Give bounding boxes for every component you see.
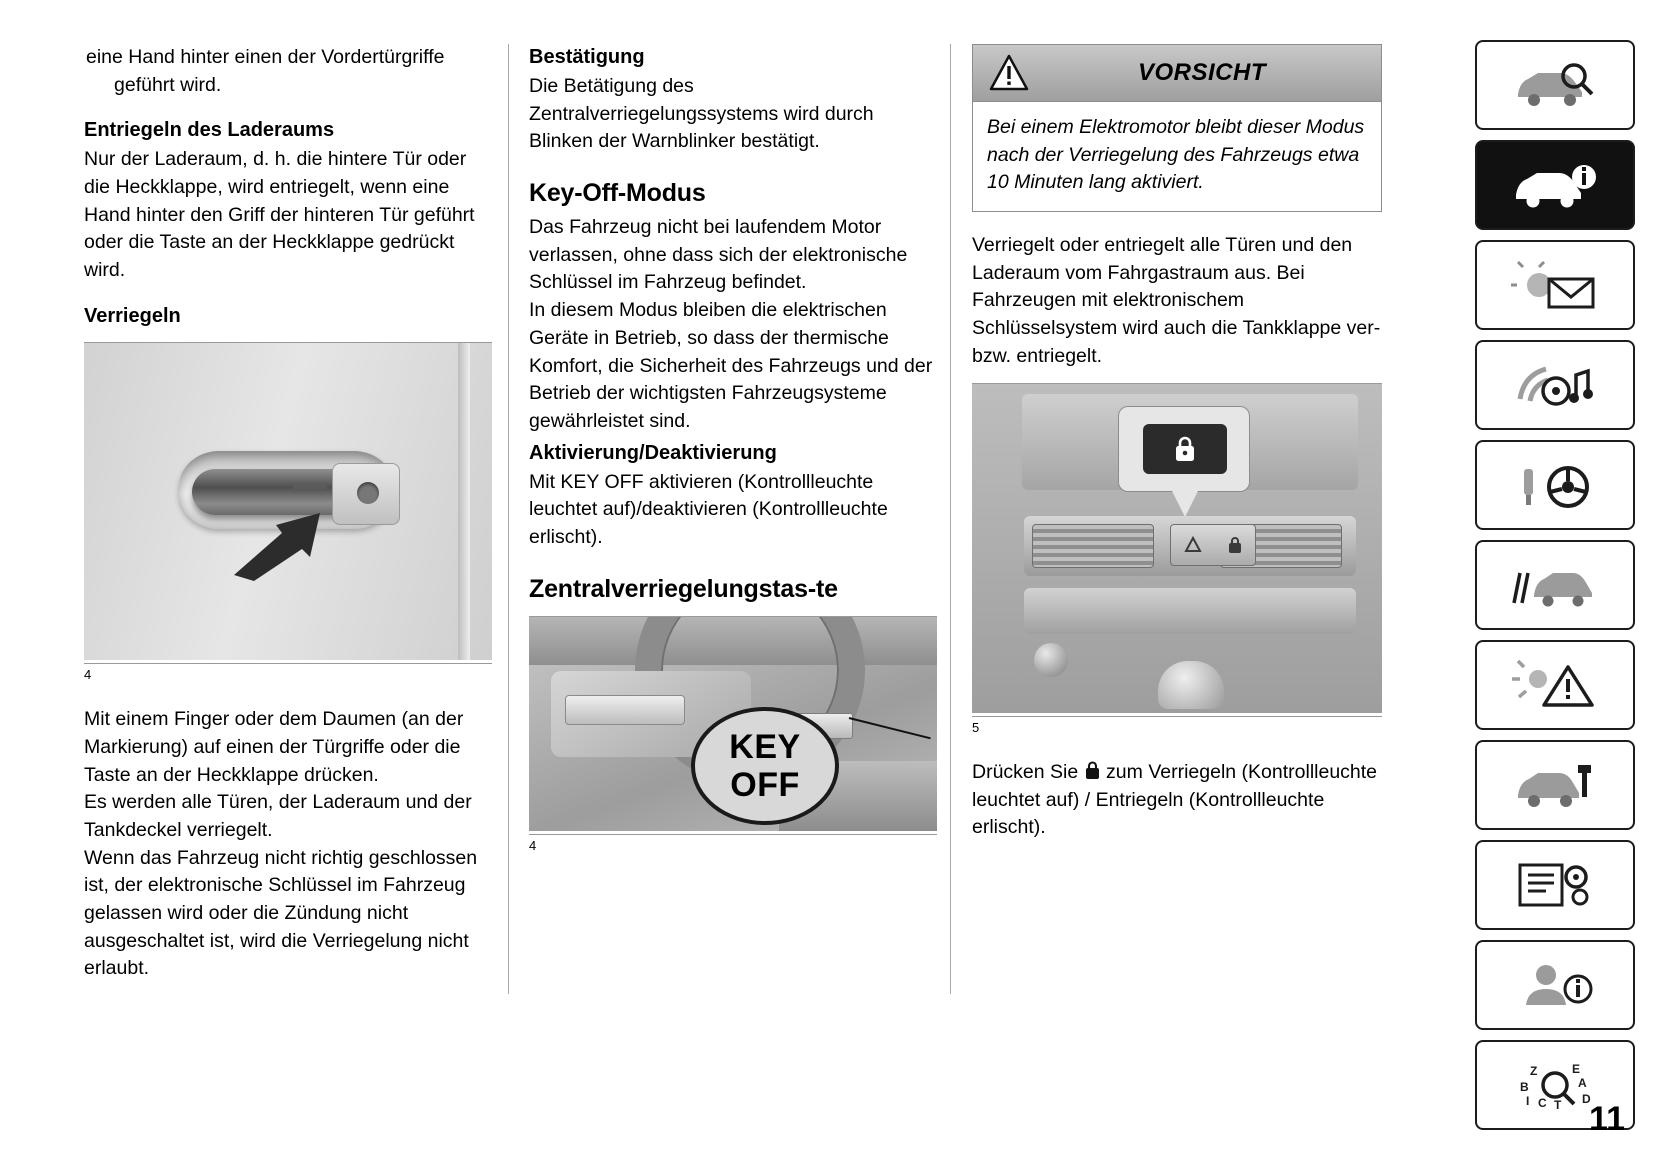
rail-item-car-service[interactable] [1475,740,1635,830]
heading-central-locking-button: Zentralverriegelungstas-te [529,574,838,603]
column-right [972,44,1382,842]
heading-activation: Aktivierung/Deaktivierung [529,441,777,464]
rail-item-audio-media[interactable] [1475,340,1635,430]
heading-key-off-mode: Key-Off-Modus [529,179,706,208]
paragraph-press-handle: Mit einem Finger oder dem Daumen (an der Markierung) auf einen der Türgriffe oder die Taste an der Heckklappe drücken. [84,708,464,786]
rail-item-lane-assist[interactable] [1475,540,1635,630]
rail-item-warning-triangle[interactable] [1475,640,1635,730]
lock-icon [1172,434,1198,464]
svg-text:I: I [1526,1094,1530,1108]
section-icon-rail [1475,40,1635,1130]
rail-item-person-info[interactable] [1475,940,1635,1030]
rail-item-steering-wheel[interactable] [1475,440,1635,530]
lane-assist-icon [1512,559,1598,611]
svg-text:E: E [1572,1062,1581,1076]
warning-triangle-icon [1512,659,1598,711]
car-info-icon [1510,159,1600,211]
audio-media-icon [1512,359,1598,411]
person-info-icon [1512,959,1598,1011]
paragraph-confirmation: Die Betätigung des Zentralverriegelungssystems wird durch Blinken der Warnblinker bestätigt. [529,75,874,153]
figure-console-lock-button [972,383,1382,737]
alphabetical-index-icon [1510,1059,1600,1111]
paragraph-all-locked: Es werden alle Türen, der Laderaum und der Tankdeckel verriegelt. [84,791,472,842]
press-lock-text-start: Drücken Sie [972,760,1084,783]
column-divider-1 [508,44,509,994]
caution-box [972,44,1382,212]
key-off-badge-line2: OFF [730,765,800,804]
paragraph-keyoff-2: In diesem Modus bleiben die elektrischen Geräte in Betrieb, so dass der thermische Komfort, die Sicherheit des Fahrzeugs und der Betrieb der wichtigsten Fahrzeugsysteme gewährleistet sind. [529,299,933,432]
svg-text:Z: Z [1530,1064,1538,1078]
heading-lock: Verriegeln [84,304,181,327]
warning-triangle-icon [989,54,1029,92]
paragraph-central-lock-desc: Verriegelt oder entriegelt alle Türen und den Laderaum vom Fahrgastraum aus. Bei Fahrzeugen mit elektronischem Schlüsselsystem wird auch die Tankklappe ver- bzw. entriegelt. [972,234,1381,367]
rail-item-document-settings[interactable] [1475,840,1635,930]
column-middle [529,44,937,855]
svg-text:D: D [1582,1092,1591,1106]
car-search-icon [1512,60,1598,110]
column-divider-2 [950,44,951,994]
press-arrow-icon [224,503,364,583]
console-lock-icon [1227,535,1243,555]
heading-unlock-trunk: Entriegeln des Laderaums [84,119,335,142]
rail-item-car-search[interactable] [1475,40,1635,130]
car-service-icon [1512,759,1598,811]
press-lock-text-end: zum Verriegeln (Kontrollleuchte leuchtet auf) / Entriegeln (Kontrollleuchte erlischt). [972,760,1378,839]
svg-text:T: T [1554,1098,1562,1111]
paragraph-continued: eine Hand hinter einen der Vordertürgriffe geführt wird. [86,46,445,96]
figure-caption-4b: 4 [529,834,937,855]
svg-text:B: B [1520,1080,1529,1094]
rail-item-car-info[interactable] [1475,140,1635,230]
paragraph-activation: Mit KEY OFF aktivieren (Kontrollleuchte leuchtet auf)/deaktivieren (Kontrollleuchte erlischt). [529,470,888,548]
svg-text:C: C [1538,1096,1547,1110]
paragraph-keyoff-1: Das Fahrzeug nicht bei laufendem Motor verlassen, ohne dass sich der elektronische Schlüssel im Fahrzeug befindet. [529,216,908,294]
svg-text:A: A [1578,1076,1587,1090]
caution-title: VORSICHT [1137,58,1266,86]
key-off-badge [691,707,839,825]
figure-key-off [529,616,937,855]
column-left [84,44,492,983]
paragraph-unlock-trunk: Nur der Laderaum, d. h. die hintere Tür oder die Heckklappe, wird entriegelt, wenn eine Hand hinter den Griff der hinteren Tür geführt oder die Taste an der Heckklappe gedrückt wird. [84,148,475,282]
figure-caption-4a: 4 [84,663,492,684]
heading-confirmation: Bestätigung [529,46,645,68]
paragraph-lock-not-allowed: Wenn das Fahrzeug nicht richtig geschlossen ist, der elektronische Schlüssel im Fahrzeug gelassen wird oder die Zündung nicht ausgeschaltet ist, wird die Verriegelung nicht erlaubt. [84,846,478,980]
figure-caption-5: 5 [972,716,1382,737]
document-settings-icon [1512,859,1598,911]
page-number: 11 [1589,1100,1625,1138]
figure-door-handle [84,342,492,684]
hazard-lights-icon [1184,536,1202,554]
rail-item-lights-mail[interactable] [1475,240,1635,330]
lights-mail-icon [1511,259,1599,311]
steering-wheel-icon [1512,459,1598,511]
paragraph-press-lock-button [972,759,1382,842]
key-off-badge-line1: KEY [729,727,801,766]
inline-lock-icon [1084,760,1101,781]
caution-text: Bei einem Elektromotor bleibt dieser Modus nach der Verriegelung des Fahrzeugs etwa 10 Minuten lang aktiviert. [972,102,1382,212]
